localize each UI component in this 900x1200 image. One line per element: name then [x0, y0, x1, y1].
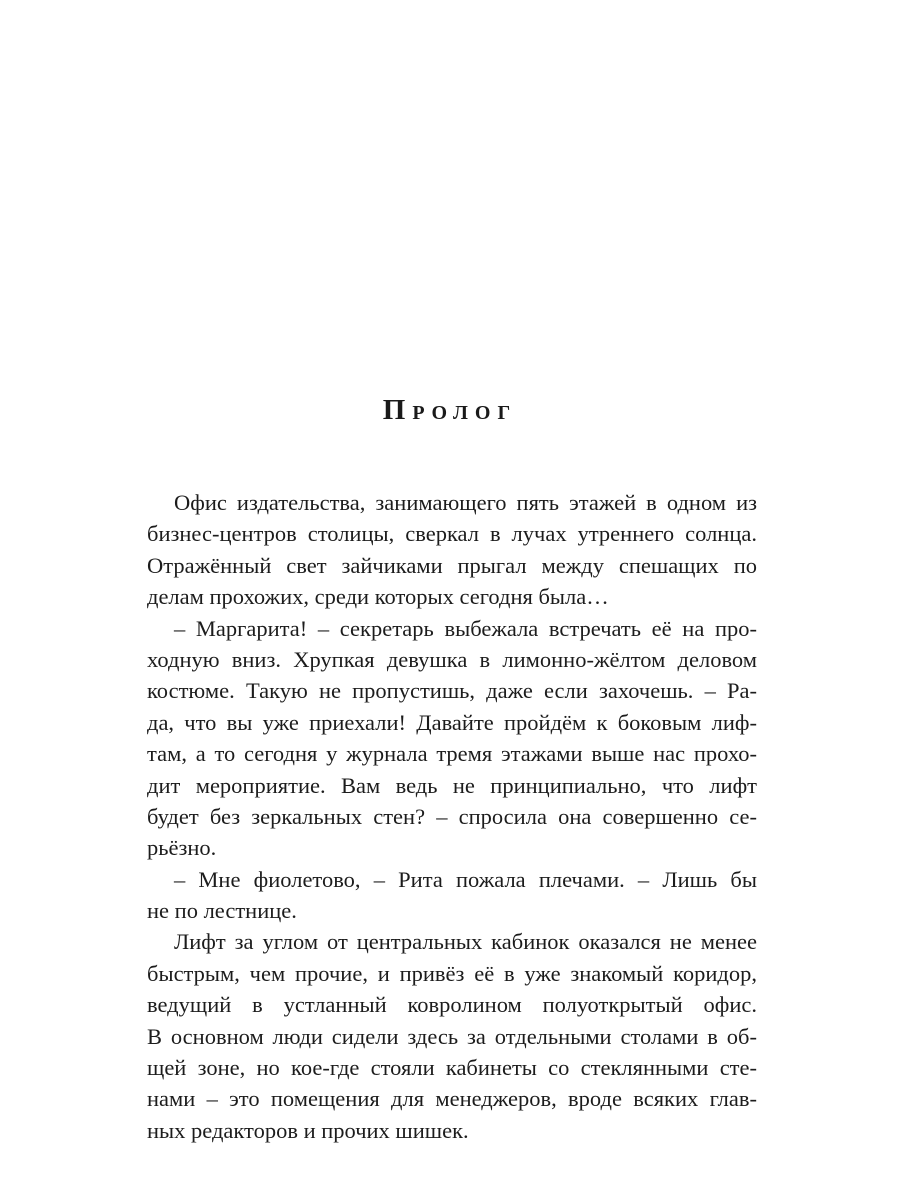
- chapter-title: Пролог: [382, 394, 518, 426]
- text-line: да, что вы уже приехали! Давайте пройдём к боковым лиф-: [147, 709, 757, 735]
- text-line: – Маргарита! – секретарь выбежала встречать её на про-: [174, 615, 757, 641]
- text-line: там, а то сегодня у журнала тремя этажами выше нас прохо-: [147, 741, 757, 767]
- text-line: нами – это помещения для менеджеров, вроде всяких глав-: [147, 1086, 757, 1112]
- text-line: делам прохожих, среди которых сегодня была…: [147, 584, 609, 610]
- text-line: дит мероприятие. Вам ведь не принципиально, что лифт: [147, 772, 757, 798]
- text-line: щей зоне, но кое-где стояли кабинеты со стеклянными сте-: [147, 1055, 757, 1081]
- text-line: ходную вниз. Хрупкая девушка в лимонно-жёлтом деловом: [147, 646, 757, 672]
- body-text: [147, 487, 757, 1146]
- text-line: рьёзно.: [147, 835, 217, 861]
- text-line: Офис издательства, занимающего пять этажей в одном из: [174, 490, 757, 515]
- text-line: В основном люди сидели здесь за отдельными столами в об-: [147, 1023, 757, 1049]
- text-line: ведущий в устланный ковролином полуоткрытый офис.: [147, 992, 757, 1018]
- text-line: ных редакторов и прочих шишек.: [147, 1117, 469, 1143]
- text-line: – Мне фиолетово, – Рита пожала плечами. – Лишь бы: [174, 866, 757, 892]
- text-line: костюме. Такую не пропустишь, даже если захочешь. – Ра-: [147, 678, 757, 704]
- text-line: быстрым, чем прочие, и привёз её в уже знакомый коридор,: [147, 960, 757, 986]
- text-line: Лифт за углом от центральных кабинок оказался не менее: [174, 929, 757, 955]
- text-line: будет без зеркальных стен? – спросила она совершенно се-: [147, 803, 757, 829]
- text-line: Отражённый свет зайчиками прыгал между спешащих по: [147, 552, 757, 578]
- text-line: бизнес-центров столицы, сверкал в лучах утреннего солнца.: [147, 521, 757, 547]
- text-line: не по лестнице.: [147, 898, 297, 924]
